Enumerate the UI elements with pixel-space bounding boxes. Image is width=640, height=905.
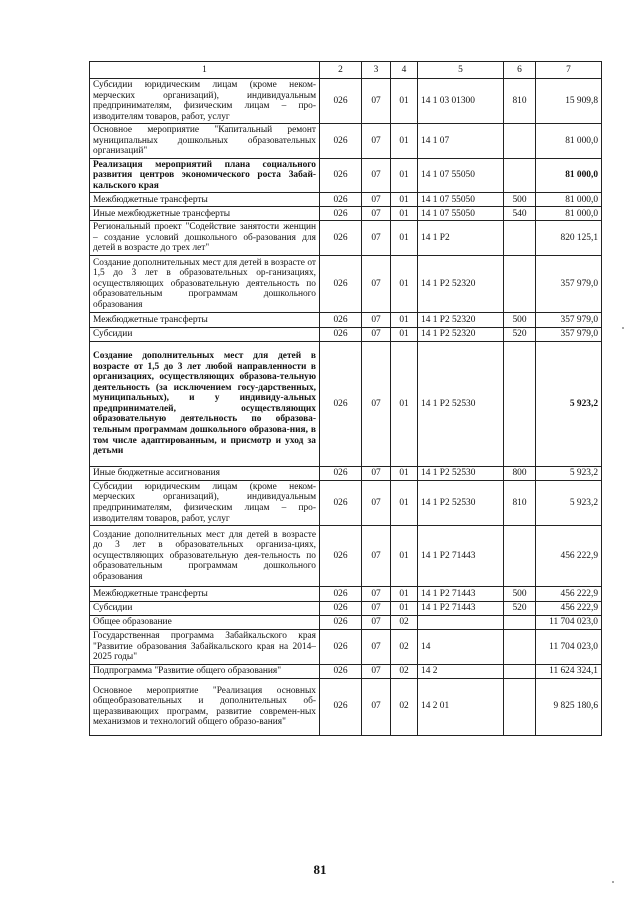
row-amount-cell: 820 125,1 (536, 221, 602, 256)
row-expense-type-cell (504, 158, 536, 193)
row-grbs-cell: 026 (320, 602, 362, 616)
row-target-article-cell: 14 1 P2 52320 (418, 327, 504, 341)
row-expense-type-cell: 500 (504, 587, 536, 602)
row-section-cell: 07 (362, 480, 391, 525)
row-subsection-cell: 01 (391, 207, 418, 221)
row-name-cell: Субсидии (90, 327, 320, 341)
row-subsection-cell: 01 (391, 587, 418, 602)
row-subsection-cell: 01 (391, 466, 418, 480)
row-section-cell: 07 (362, 664, 391, 678)
row-amount-cell: 456 222,9 (536, 602, 602, 616)
row-target-article-cell: 14 1 07 55050 (418, 193, 504, 207)
header-col-7: 7 (536, 62, 602, 79)
row-subsection-cell: 01 (391, 526, 418, 587)
row-expense-type-cell (504, 678, 536, 735)
row-name-cell: Иные межбюджетные трансферты (90, 207, 320, 221)
table-row (90, 158, 602, 193)
row-section-cell: 07 (362, 616, 391, 630)
row-name-cell: Межбюджетные трансферты (90, 193, 320, 207)
row-amount-cell: 5 923,2 (536, 466, 602, 480)
table-row (90, 664, 602, 678)
row-section-cell: 07 (362, 466, 391, 480)
row-subsection-cell: 01 (391, 312, 418, 327)
row-target-article-cell: 14 (418, 630, 504, 665)
row-grbs-cell: 026 (320, 630, 362, 665)
row-target-article-cell: 14 1 P2 52530 (418, 466, 504, 480)
table-row (90, 207, 602, 221)
row-grbs-cell: 026 (320, 678, 362, 735)
row-expense-type-cell: 500 (504, 193, 536, 207)
row-amount-cell: 81 000,0 (536, 207, 602, 221)
table-row (90, 79, 602, 124)
row-target-article-cell: 14 2 01 (418, 678, 504, 735)
row-subsection-cell: 01 (391, 158, 418, 193)
row-amount-cell: 9 825 180,6 (536, 678, 602, 735)
row-section-cell: 07 (362, 312, 391, 327)
row-target-article-cell: 14 1 07 (418, 124, 504, 159)
row-grbs-cell: 026 (320, 616, 362, 630)
row-subsection-cell: 01 (391, 221, 418, 256)
row-section-cell: 07 (362, 341, 391, 466)
budget-table (89, 61, 602, 736)
row-expense-type-cell (504, 221, 536, 256)
row-name-cell: Региональный проект "Содействие занятости женщин – создание условий дошкольного об-разования для детей в возрасте до трех лет" (90, 221, 320, 256)
row-amount-cell: 5 923,2 (536, 480, 602, 525)
table-row (90, 255, 602, 312)
row-amount-cell: 357 979,0 (536, 327, 602, 341)
row-section-cell: 07 (362, 79, 391, 124)
table-row (90, 587, 602, 602)
row-section-cell: 07 (362, 526, 391, 587)
row-subsection-cell: 02 (391, 664, 418, 678)
row-subsection-cell: 01 (391, 79, 418, 124)
row-name-cell: Основное мероприятие "Реализация основных общеобразовательных и дополнительных об-щеразвивающих программ, развитие современ-ных механизмов и технологий общего образо-вания" (90, 678, 320, 735)
row-subsection-cell: 01 (391, 255, 418, 312)
row-amount-cell: 15 909,8 (536, 79, 602, 124)
row-grbs-cell: 026 (320, 312, 362, 327)
row-expense-type-cell (504, 630, 536, 665)
page-number: 81 (313, 862, 327, 877)
table-row (90, 124, 602, 159)
row-section-cell: 07 (362, 124, 391, 159)
row-section-cell: 07 (362, 327, 391, 341)
row-name-cell: Межбюджетные трансферты (90, 312, 320, 327)
row-name-cell: Субсидии (90, 602, 320, 616)
row-subsection-cell: 01 (391, 602, 418, 616)
row-name-cell: Создание дополнительных мест для детей в возрасте до 3 лет в образовательных организа-циях, осуществляющих образовательную дея-тельность по образовательным программам дошкольного образования (90, 526, 320, 587)
row-amount-cell: 5 923,2 (536, 341, 602, 466)
row-expense-type-cell (504, 664, 536, 678)
table-row (90, 221, 602, 256)
row-grbs-cell: 026 (320, 341, 362, 466)
row-name-cell: Подпрограмма "Развитие общего образования" (90, 664, 320, 678)
table-row (90, 480, 602, 525)
row-section-cell: 07 (362, 158, 391, 193)
scan-speck (612, 881, 614, 883)
row-target-article-cell: 14 1 P2 71443 (418, 587, 504, 602)
row-target-article-cell: 14 1 P2 52530 (418, 341, 504, 466)
table-row (90, 193, 602, 207)
row-target-article-cell: 14 1 P2 52530 (418, 480, 504, 525)
row-target-article-cell: 14 1 P2 71443 (418, 526, 504, 587)
row-amount-cell: 357 979,0 (536, 255, 602, 312)
row-grbs-cell: 026 (320, 79, 362, 124)
row-expense-type-cell: 810 (504, 480, 536, 525)
row-target-article-cell: 14 2 (418, 664, 504, 678)
table-row (90, 341, 602, 466)
row-name-cell: Государственная программа Забайкальского края "Развитие образования Забайкальского края на 2014–2025 годы" (90, 630, 320, 665)
table-row (90, 678, 602, 735)
row-subsection-cell: 01 (391, 193, 418, 207)
row-name-cell: Основное мероприятие "Капитальный ремонт муниципальных дошкольных образовательных организаций" (90, 124, 320, 159)
row-amount-cell: 456 222,9 (536, 587, 602, 602)
table-row (90, 630, 602, 665)
table-row (90, 466, 602, 480)
row-section-cell: 07 (362, 587, 391, 602)
row-expense-type-cell (504, 526, 536, 587)
row-target-article-cell: 14 1 P2 (418, 221, 504, 256)
row-grbs-cell: 026 (320, 221, 362, 256)
row-amount-cell: 11 624 324,1 (536, 664, 602, 678)
row-grbs-cell: 026 (320, 466, 362, 480)
row-name-cell: Создание дополнительных мест для детей в возрасте от 1,5 до 3 лет любой направленности в организациях, осуществляющих образова-тельную деятельность (за исключением госу-дарственных, муниципальных), и у индивиду-альных предпринимателей, осуществляющих образовательную деятельность по образова-тельным программам дошкольного образова-ния, в том числе адаптированным, и присмотр и уход за детьми (90, 341, 320, 466)
row-section-cell: 07 (362, 630, 391, 665)
row-name-cell: Создание дополнительных мест для детей в возрасте от 1,5 до 3 лет в образовательных ор-ганизациях, осуществляющих образовательную деятельность по образовательным программам дошкольного образования (90, 255, 320, 312)
row-expense-type-cell (504, 255, 536, 312)
row-expense-type-cell (504, 616, 536, 630)
row-section-cell: 07 (362, 678, 391, 735)
table-row (90, 312, 602, 327)
row-amount-cell: 456 222,9 (536, 526, 602, 587)
row-expense-type-cell (504, 341, 536, 466)
row-expense-type-cell: 540 (504, 207, 536, 221)
row-section-cell: 07 (362, 602, 391, 616)
row-target-article-cell: 14 1 03 01300 (418, 79, 504, 124)
row-section-cell: 07 (362, 255, 391, 312)
scan-speck (622, 327, 624, 329)
row-expense-type-cell: 800 (504, 466, 536, 480)
row-grbs-cell: 026 (320, 207, 362, 221)
header-col-4: 4 (391, 62, 418, 79)
row-name-cell: Субсидии юридическим лицам (кроме неком-мерческих организаций), индивидуальным предпринимателям, физическим лицам – про-изводителям товаров, работ, услуг (90, 480, 320, 525)
row-target-article-cell: 14 1 P2 52320 (418, 255, 504, 312)
row-name-cell: Межбюджетные трансферты (90, 587, 320, 602)
row-grbs-cell: 026 (320, 480, 362, 525)
row-subsection-cell: 01 (391, 327, 418, 341)
row-amount-cell: 81 000,0 (536, 193, 602, 207)
row-expense-type-cell: 810 (504, 79, 536, 124)
row-target-article-cell: 14 1 P2 71443 (418, 602, 504, 616)
row-name-cell: Общее образование (90, 616, 320, 630)
table-row (90, 616, 602, 630)
row-section-cell: 07 (362, 193, 391, 207)
row-subsection-cell: 01 (391, 480, 418, 525)
row-amount-cell: 11 704 023,0 (536, 630, 602, 665)
header-col-3: 3 (362, 62, 391, 79)
row-grbs-cell: 026 (320, 255, 362, 312)
row-amount-cell: 81 000,0 (536, 158, 602, 193)
row-amount-cell: 81 000,0 (536, 124, 602, 159)
table-row (90, 526, 602, 587)
row-subsection-cell: 01 (391, 341, 418, 466)
table-row (90, 327, 602, 341)
row-target-article-cell (418, 616, 504, 630)
row-target-article-cell: 14 1 07 55050 (418, 158, 504, 193)
row-name-cell: Субсидии юридическим лицам (кроме неком-мерческих организаций), индивидуальным предпринимателям, физическим лицам – про-изводителям товаров, работ, услуг (90, 79, 320, 124)
row-subsection-cell: 02 (391, 616, 418, 630)
header-col-5: 5 (418, 62, 504, 79)
row-section-cell: 07 (362, 207, 391, 221)
row-grbs-cell: 026 (320, 327, 362, 341)
row-target-article-cell: 14 1 P2 52320 (418, 312, 504, 327)
row-subsection-cell: 02 (391, 678, 418, 735)
table-row (90, 602, 602, 616)
row-grbs-cell: 026 (320, 526, 362, 587)
row-target-article-cell: 14 1 07 55050 (418, 207, 504, 221)
row-expense-type-cell: 500 (504, 312, 536, 327)
row-name-cell: Иные бюджетные ассигнования (90, 466, 320, 480)
row-section-cell: 07 (362, 221, 391, 256)
row-expense-type-cell (504, 124, 536, 159)
row-expense-type-cell: 520 (504, 327, 536, 341)
row-grbs-cell: 026 (320, 587, 362, 602)
row-amount-cell: 357 979,0 (536, 312, 602, 327)
row-grbs-cell: 026 (320, 158, 362, 193)
row-expense-type-cell: 520 (504, 602, 536, 616)
table-header-row (90, 62, 602, 79)
row-grbs-cell: 026 (320, 664, 362, 678)
header-col-1: 1 (90, 62, 320, 79)
row-grbs-cell: 026 (320, 193, 362, 207)
header-col-2: 2 (320, 62, 362, 79)
row-amount-cell: 11 704 023,0 (536, 616, 602, 630)
row-name-cell: Реализация мероприятий плана социального развития центров экономического роста Забай-кальского края (90, 158, 320, 193)
row-grbs-cell: 026 (320, 124, 362, 159)
row-subsection-cell: 01 (391, 124, 418, 159)
row-subsection-cell: 02 (391, 630, 418, 665)
header-col-6: 6 (504, 62, 536, 79)
